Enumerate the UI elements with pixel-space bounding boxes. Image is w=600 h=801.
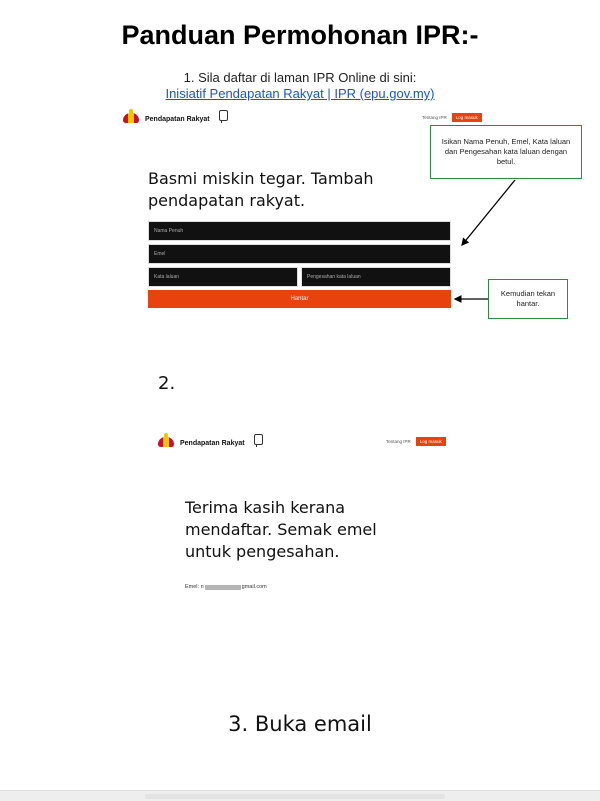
nav-link-about-2[interactable]: Tentang IPR: [386, 439, 411, 444]
submit-button[interactable]: Hantar: [148, 290, 451, 308]
thanks-line-1: Terima kasih kerana: [185, 498, 346, 517]
thanks-message: [185, 497, 425, 563]
email-placeholder: Emel: [154, 251, 166, 257]
ipr-link[interactable]: Inisiatif Pendapatan Rakyat | IPR (epu.gov.my): [165, 86, 435, 101]
step-3-label: 3. Buka email: [228, 712, 372, 736]
email-prefix: Emel: n: [185, 584, 204, 590]
step-2-label: 2.: [158, 373, 176, 394]
logo-name: Pendapatan Rakyat: [145, 116, 210, 123]
arrow-to-fields: [462, 180, 515, 245]
callout-fill-in: Isikan Nama Penuh, Emel, Kata laluan dan Pengesahan kata laluan dengan betul.: [430, 125, 582, 179]
top-nav-2: [386, 437, 446, 446]
slogan-line-1: Basmi miskin tegar. Tambah: [148, 169, 374, 188]
slogan-line-2: pendapatan rakyat.: [148, 191, 306, 210]
thanks-line-3: untuk pengesahan.: [185, 542, 340, 561]
site-logo-2: [158, 434, 263, 447]
browser-bar-partial: [0, 790, 600, 801]
login-button[interactable]: Log masuk: [452, 113, 482, 122]
email-redacted: [205, 585, 241, 590]
thanks-line-2: mendaftar. Semak emel: [185, 520, 377, 539]
step-1-text: 1. Sila daftar di laman IPR Online di sini:: [183, 70, 417, 85]
ipr-mark-icon: [254, 434, 263, 445]
password-confirm-placeholder: Pengesahan kata laluan: [307, 274, 361, 280]
logo-name-2: Pendapatan Rakyat: [180, 440, 245, 447]
malaysia-crest-icon: [158, 434, 174, 447]
email-suffix: gmail.com: [241, 584, 267, 590]
email-line: [185, 584, 267, 590]
callout-submit: Kemudian tekan hantar.: [488, 279, 568, 319]
page-title: Panduan Permohonan IPR:-: [121, 20, 479, 50]
full-name-placeholder: Nama Penuh: [154, 228, 184, 234]
nav-link-about[interactable]: Tentang IPR: [422, 115, 447, 120]
password-placeholder: Kata laluan: [154, 274, 180, 280]
address-bar: [145, 794, 445, 799]
login-button-2[interactable]: Log masuk: [416, 437, 446, 446]
